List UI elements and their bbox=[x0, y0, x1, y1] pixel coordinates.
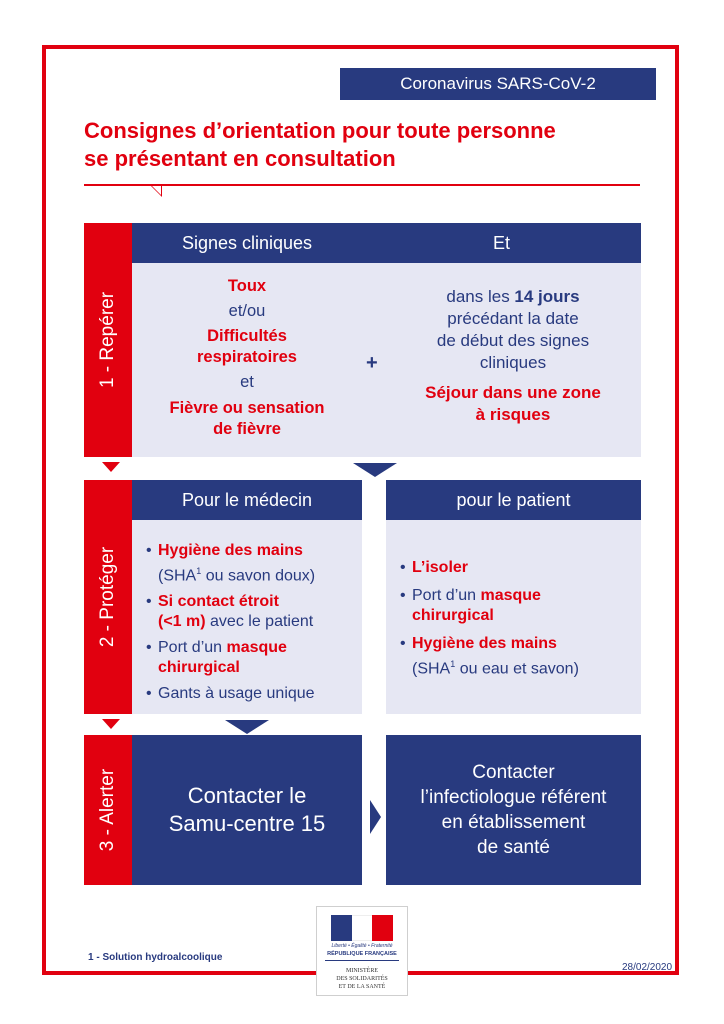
text-debut-signes: de début des signes bbox=[436, 331, 590, 350]
publication-date: 28/02/2020 bbox=[622, 962, 673, 973]
arrow-right-icon bbox=[370, 800, 381, 834]
text-et-ou: et/ou bbox=[228, 302, 266, 320]
item-hygiene: Hygiène des mains bbox=[412, 635, 557, 652]
title-speech-notch-inner bbox=[152, 186, 161, 195]
ministry-line-1: MINISTÈRE bbox=[346, 968, 378, 974]
clinical-signs bbox=[132, 276, 362, 440]
step-label-text: 3 - Alerter bbox=[97, 768, 118, 852]
logo-republique: RÉPUBLIQUE FRANÇAISE bbox=[327, 951, 397, 957]
item-chirurgical: chirurgical bbox=[412, 607, 494, 624]
step-label-alerter bbox=[84, 735, 132, 885]
item-port: Port d’un bbox=[158, 639, 227, 657]
item-port: Port d’un bbox=[412, 587, 481, 604]
footnote-ref: 1 bbox=[196, 566, 202, 576]
text-zone-risques: à risques bbox=[475, 405, 551, 424]
text-sejour: Séjour dans une zone bbox=[425, 383, 601, 402]
logo-divider bbox=[325, 960, 399, 961]
item-hygiene: Hygiène des mains bbox=[158, 542, 303, 559]
logo-ministry bbox=[319, 967, 405, 991]
item-isoler: L’isoler bbox=[412, 559, 469, 576]
footnote-ref: 1 bbox=[450, 659, 456, 669]
list-item bbox=[400, 586, 638, 626]
list-item bbox=[400, 558, 638, 578]
text-infectiologue: l’infectiologue référent bbox=[420, 787, 607, 808]
text-contacter: Contacter bbox=[472, 762, 555, 783]
title-underline bbox=[84, 184, 640, 186]
item-contact: Si contact étroit bbox=[158, 593, 279, 611]
topic-tag: Coronavirus SARS-CoV-2 bbox=[340, 68, 656, 100]
box-infectiologue bbox=[386, 735, 641, 885]
item-chirurgical: chirurgical bbox=[158, 659, 240, 677]
marianne-flag-icon bbox=[331, 915, 393, 941]
text-14-jours: 14 jours bbox=[514, 287, 580, 306]
item-distance: (<1 m) bbox=[158, 613, 206, 631]
list-item: • Gants à usage unique bbox=[146, 684, 360, 704]
item-sha: (SHA bbox=[412, 660, 451, 678]
list-medecin bbox=[146, 541, 360, 704]
sign-fievre: Fièvre ou sensation bbox=[169, 399, 325, 417]
header-et: Et bbox=[362, 223, 641, 263]
text-precedant: précédant la date bbox=[447, 309, 579, 328]
ministry-line-2: DES SOLIDARITÉS bbox=[336, 976, 388, 982]
arrow-down-icon bbox=[102, 462, 120, 472]
sign-difficultes: Difficultés bbox=[207, 327, 287, 345]
item-eau-savon: ou eau et savon) bbox=[455, 660, 579, 678]
item-masque: masque bbox=[480, 587, 541, 604]
text-contacter-le: Contacter le bbox=[187, 783, 307, 808]
footnote: 1 - Solution hydroalcoolique bbox=[88, 952, 223, 963]
exposure-criteria bbox=[388, 286, 638, 426]
title-line-2: se présentant en consultation bbox=[84, 146, 396, 171]
list-item bbox=[146, 592, 360, 632]
text-cliniques: cliniques bbox=[479, 353, 547, 372]
step-label-text: 2 - Protéger bbox=[97, 546, 118, 648]
arrow-down-icon bbox=[353, 463, 397, 477]
item-masque: masque bbox=[226, 639, 287, 657]
arrow-down-icon bbox=[102, 719, 120, 729]
list-item bbox=[146, 541, 360, 586]
arrow-down-icon bbox=[225, 720, 269, 734]
step-label-proteger bbox=[84, 480, 132, 714]
sign-toux: Toux bbox=[227, 277, 267, 295]
box-samu bbox=[132, 735, 362, 885]
text-sante: de santé bbox=[477, 837, 550, 858]
republique-francaise-logo bbox=[316, 906, 408, 996]
text-dans-les: dans les bbox=[446, 287, 515, 306]
step-label-reperer bbox=[84, 223, 132, 457]
item-avec-patient: avec le patient bbox=[205, 613, 314, 631]
text-samu-centre-15: Samu-centre 15 bbox=[168, 811, 326, 836]
item-sha: (SHA bbox=[158, 567, 197, 585]
list-item bbox=[400, 634, 638, 679]
header-pour-le-medecin: Pour le médecin bbox=[132, 480, 362, 520]
sign-respiratoires: respiratoires bbox=[197, 348, 297, 366]
ministry-line-3: ET DE LA SANTÉ bbox=[338, 984, 386, 990]
step-label-text: 1 - Repérer bbox=[97, 291, 118, 389]
item-savon: ou savon doux) bbox=[201, 567, 316, 585]
sign-fievre-2: de fièvre bbox=[213, 420, 281, 438]
plus-icon: + bbox=[366, 352, 378, 374]
text-etablissement: en établissement bbox=[441, 812, 586, 833]
page-title bbox=[84, 117, 664, 173]
header-signes-cliniques: Signes cliniques bbox=[132, 223, 362, 263]
text-et: et bbox=[240, 373, 254, 391]
logo-motto: Liberté • Égalité • Fraternité bbox=[331, 943, 393, 949]
header-pour-le-patient: pour le patient bbox=[386, 480, 641, 520]
list-patient bbox=[400, 558, 638, 679]
title-line-1: Consignes d’orientation pour toute personne bbox=[84, 118, 556, 143]
list-item bbox=[146, 638, 360, 678]
